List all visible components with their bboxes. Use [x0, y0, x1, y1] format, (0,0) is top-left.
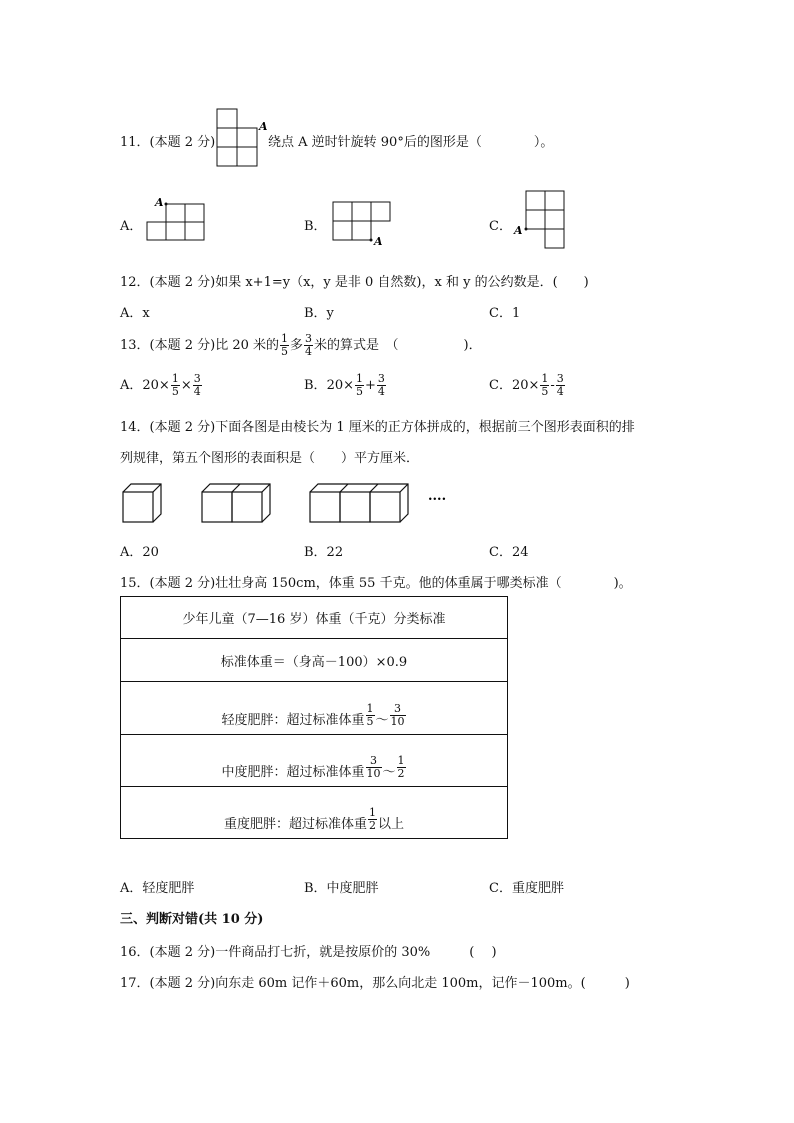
- q15-option-a[interactable]: A．轻度肥胖: [120, 881, 195, 896]
- q11-option-a-point: A: [155, 196, 164, 209]
- table-formula: 标准体重＝（身高－100）×0.9: [121, 639, 508, 682]
- table-row-heavy-obesity: 重度肥胖：超过标准体重 $\frac{1}{2}$ 以上: [121, 787, 508, 839]
- q13-question: [120, 332, 482, 360]
- table-row-light-obesity: 轻度肥胖：超过标准体重 $\frac{1}{5}$ ～ $\frac{3}{10}$: [121, 682, 508, 735]
- q14-cubes-figure: [118, 478, 458, 526]
- weight-standard-table: [120, 596, 508, 839]
- q15-option-b[interactable]: B．中度肥胖: [304, 881, 379, 896]
- q11-option-a-figure[interactable]: [146, 196, 208, 244]
- q14-question-line-2: 列规律，第五个图形的表面积是（ ）平方厘米．: [120, 451, 420, 466]
- q13-option-b[interactable]: B．20× $\frac{1}{5}$ + $\frac{3}{4}$: [304, 372, 385, 398]
- section-3-heading: 三、判断对错(共 10 分): [120, 912, 264, 927]
- q14-option-c[interactable]: C．24: [489, 545, 529, 560]
- q13-fraction-1: $\frac{1}{5}$: [281, 332, 289, 358]
- q14-option-a[interactable]: A．20: [120, 545, 159, 560]
- q14-ellipsis: ....: [428, 489, 447, 504]
- q11-option-c-point: A: [514, 224, 523, 237]
- table-row-medium-obesity: 中度肥胖：超过标准体重 $\frac{3}{10}$ ～ $\frac{1}{2}$: [121, 735, 508, 787]
- q12-question-text: 12．(本题 2 分)如果 x+1=y（x，y 是非 0 自然数)，x 和 y 的公约数是．( ): [120, 275, 589, 290]
- q11-label: 11．(本题 2 分): [120, 135, 216, 150]
- q13-suffix: 米的算式是 （ )．: [314, 338, 482, 353]
- q11-point-label: A: [259, 120, 268, 133]
- q13-option-a[interactable]: A．20× $\frac{1}{5}$ × $\frac{3}{4}$: [120, 372, 201, 398]
- q11-option-b-figure[interactable]: [332, 201, 396, 247]
- q17-question-text: 17．(本题 2 分)向东走 60m 记作＋60m，那么向北走 100m，记作－100m。( ): [120, 976, 630, 991]
- q12-option-a[interactable]: A．x: [120, 306, 150, 321]
- q11-option-c-figure[interactable]: [512, 190, 568, 250]
- q15-option-c[interactable]: C．重度肥胖: [489, 881, 564, 896]
- q15-question-text: 15．(本题 2 分)壮壮身高 150cm，体重 55 千克。他的体重属于哪类标准（ )。: [120, 576, 632, 591]
- q11-option-b-point: A: [374, 235, 383, 248]
- q16-question-text: 16．(本题 2 分)一件商品打七折，就是按原价的 30% ( ): [120, 945, 497, 960]
- q11-option-a-label[interactable]: A．: [120, 219, 143, 234]
- q11-option-c-label[interactable]: C．: [489, 219, 512, 234]
- q12-option-c[interactable]: C．1: [489, 306, 521, 321]
- q11-figure: [216, 108, 276, 170]
- q11-option-b-label[interactable]: B．: [304, 219, 327, 234]
- q14-question-line-1: 14．(本题 2 分)下面各图是由棱长为 1 厘米的正方体拼成的，根据前三个图形表面积的排: [120, 420, 635, 435]
- table-title: 少年儿童（7—16 岁）体重（千克）分类标准: [121, 597, 508, 639]
- q13-mid: 多: [290, 338, 304, 353]
- q13-prefix: 13．(本题 2 分)比 20 米的: [120, 338, 280, 353]
- q14-option-b[interactable]: B．22: [304, 545, 344, 560]
- q12-option-b[interactable]: B．y: [304, 306, 334, 321]
- q11-question-text: 绕点 A 逆时针旋转 90°后的图形是（ ）。: [268, 135, 554, 150]
- q13-option-c[interactable]: C．20× $\frac{1}{5}$ - $\frac{3}{4}$: [489, 372, 564, 398]
- q13-fraction-2: $\frac{3}{4}$: [305, 332, 313, 358]
